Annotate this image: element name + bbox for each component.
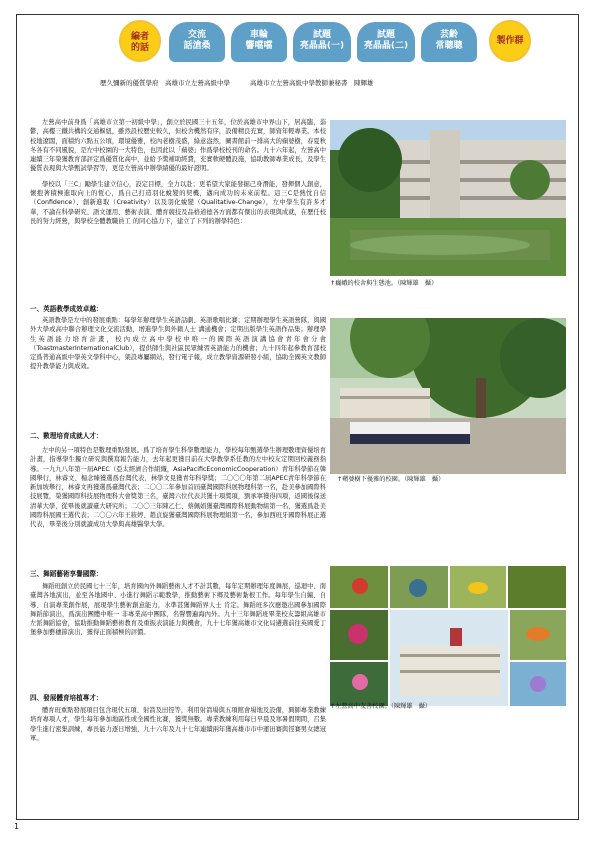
intro-paragraph-1: 左營高中前身爲「高雄市立第一初級中學」，創立於民國三十五年，位於高雄市中界山下，居高臨，蓊鬱，高樓三鐵共構的交通樞紐，雖然設校歷史較久，但校舍機然有序，設備精良充實，師資年輕專業。本校校地遼闊，面積約六點五公頃，環境優雅，校內老樹茂盛，綠意盎然，圖書館前一排高大的蘋婆樹，春夏秋冬各有不同風貌，是左中校園的一大特色，也因此以「蘋婆」作爲學校校刊的命名。九十六年起，左營高中連續三年榮獲教育部評定爲優質化高中，並給予獎補助經費，充實軟硬體設施，協助教師專業成長，及學生優質表現與大學甄試學習等，更是左營高中辦學績優的最好證明。 — [30, 119, 326, 173]
tab-editor-note[interactable] — [119, 20, 161, 62]
tab-label: 常聰聰 — [435, 41, 463, 51]
section-3-paragraph: 舞蹈班創立於民國七十三年，培育國內外舞蹈藝術人才不計其數，每年定期辦理年度舞展，巡迴中、南臺灣各地演出，並至各地國中、小進行舞蹈示範教學，推動藝術下鄉及藝術紮根工作。每年學生自編、自導、自演專業創作展，展現學生藝術創意能力，水準甚獲舞蹈界人士 肯定。舞蹈班多次應邀出國參加國際舞蹈節演出，爲演出團體中唯一 非專業高中團隊，名聲響遍海內外。九十三年舞蹈班畢業校友籌組高雄市左派舞蹈協會，協助推動舞蹈藝術教育及重振表演能力與機會，九十七年獲高雄市文化局遴選前往英國愛丁堡參加藝穗節演出，獲得正面積極的評價。 — [30, 583, 326, 637]
tab-bar — [119, 20, 569, 64]
page-number: 1 — [14, 822, 20, 831]
intro-paragraph-2: 學校以「三C」勵學生建立信心，設定目標，全力以赴；更希望大家能發掘己身潛能，發揮個人創意，懷抱著積極進取向上的恆心，爲自己打造羽化蛻變的契機，邁向成功的未來前程。這三C是熱忱自信（Confidence）、創新進取（Creativity）以及羽化蛻變（Qualitative-Change），左中學生有許多才華，不論在科學研究、語文運用、藝術表演、體育競技及品格道德各方面都有傑出的表現與成就，在歷任校長的努力經營，與學校全體教職員工 的同心協力下，建立了下列的辦學特色： — [30, 180, 326, 225]
tab-label: 亮晶晶(一) — [299, 41, 345, 51]
article-author: 高雄市立左營高級中學教師兼秘書 陳輝雄 — [250, 79, 374, 87]
caption-campus-tree: ↑蘋婆樹下優雅的校園。（陳輝雄 攝） — [337, 476, 445, 483]
section-1-paragraph: 英語教學是左中的發展重點：每學年辦理學生英語話劇、英語歌唱比賽；定期辦理學生英語營隊，與國外大學或高中聯合辦理文化交流活動，增進學生與外籍人士 溝通機會；定期出版學生英語作品集；辦理學生英語能力培育計畫，校內成立高中學校中唯一的國際英語演講協會青年會分會（ToastmasterInternationalClub），提供師生與社區民眾練習英語能力的機會；九十四年起參教育部校定爲普通高級中學英文學科中心，架設專屬網站，發行電子報，成立教學資源研發小組，協助全國英文教師提升教學能力與成效。 — [30, 317, 326, 371]
tab-label: 試題 — [312, 30, 331, 40]
tab-label: 試題 — [376, 30, 395, 40]
photo-campus-tree — [330, 318, 566, 474]
section-4-body — [30, 706, 326, 745]
tab-label: 響噹噹 — [245, 41, 273, 51]
section-3-body — [30, 582, 326, 640]
byline — [100, 78, 530, 87]
photo-nature-collage — [330, 566, 566, 706]
caption-campus-pond: ↑巍峨的校舍與生態池。（陳輝雄 攝） — [330, 280, 438, 287]
tab-wheels[interactable] — [231, 22, 287, 62]
tab-exam-1[interactable] — [293, 22, 351, 62]
tab-exam-2[interactable] — [357, 22, 415, 62]
caption-friendly-campus: ↑左營高中友善校園。（陳輝雄 攝） — [330, 703, 432, 710]
intro-text — [30, 118, 326, 228]
tab-label: 話滄桑 — [183, 41, 211, 51]
tab-production-team[interactable] — [489, 20, 531, 62]
section-1-body — [30, 316, 326, 374]
tab-label: 車輪 — [249, 30, 268, 40]
section-4-heading: 四、發展體育培植專才： — [30, 694, 103, 702]
section-1-heading: 一、英語教學成效卓越： — [30, 305, 103, 313]
section-3-heading: 三、舞蹈藝術享譽國際： — [30, 570, 103, 578]
section-2-heading: 二、數理培育成就人才： — [30, 432, 103, 440]
tab-label: 亮晶晶(二) — [363, 41, 409, 51]
photo-campus-pond — [330, 120, 566, 276]
tab-exchange[interactable] — [169, 22, 225, 62]
tab-label: 交流 — [187, 30, 206, 40]
tab-label: 製作群 — [496, 36, 524, 46]
section-2-body — [30, 446, 326, 532]
section-2-paragraph: 左中的另一項特色是數理重點發展。爲了培育學生科學數理能力，學校每年甄選學生辦理數理資優培育計畫，指導學生獨立研究與撰寫報告能力，去年起更獲目前在大學教學系任教的左中校友定期回校義務指導。一九九八年第一屆APEC（亞太經濟合作組織，AsiaPacificEconomicCooperation）青年科學節在韓國舉行，林睿文、楊念臻獲選爲台灣代表，林學文見獲青年科學獎；二〇〇〇年第二屆APEC青年科學節在新加坡舉行，林睿文再獲選爲臺灣代表；二〇〇二年參加首屆臺灣國際科展物理科第一名，赴美參加國際科技展覽，榮獲國際科技展物理科大會獎第三名，臺灣六位代表共獲十項獎項，劉承寧獲得四項，返國後保送清華大學，從畢後就讀臺大研究所；二〇〇三年陳乙仁、蔡佩娟獲臺灣國際科展動物組第一名，獲選爲赴美國際科展國王選代表；二〇〇六年王筱婷、趙貞旋獲臺灣國際科展物理組第一名，參加西班牙國際科展正選代表，畢業後分別就讀成功大學與高雄醫學大學。 — [30, 447, 326, 529]
tab-label: 編者 — [130, 32, 149, 42]
tab-label: 芸齡 — [439, 30, 458, 40]
article-title: 歷久彌新的優質學府 高雄市立左營高級中學 — [100, 79, 230, 87]
tab-label: 的話 — [130, 43, 149, 53]
section-4-paragraph: 體育班重點發展項目包含現代五項、射箭及田徑等，利用射箭場與五項館會場地及設備，興師專業教練培育專項人才，學生每年參加地區性或全國性比賽，獲獎無數。專業教練利用每日早晨及寒暑假期間，召集學生進行密集訓練，專長能力逐日增強，九十六年及九十七年連續兩年獲高雄市市中運田賽與徑賽男女總冠軍。 — [30, 707, 326, 742]
tab-smart[interactable] — [421, 22, 477, 62]
